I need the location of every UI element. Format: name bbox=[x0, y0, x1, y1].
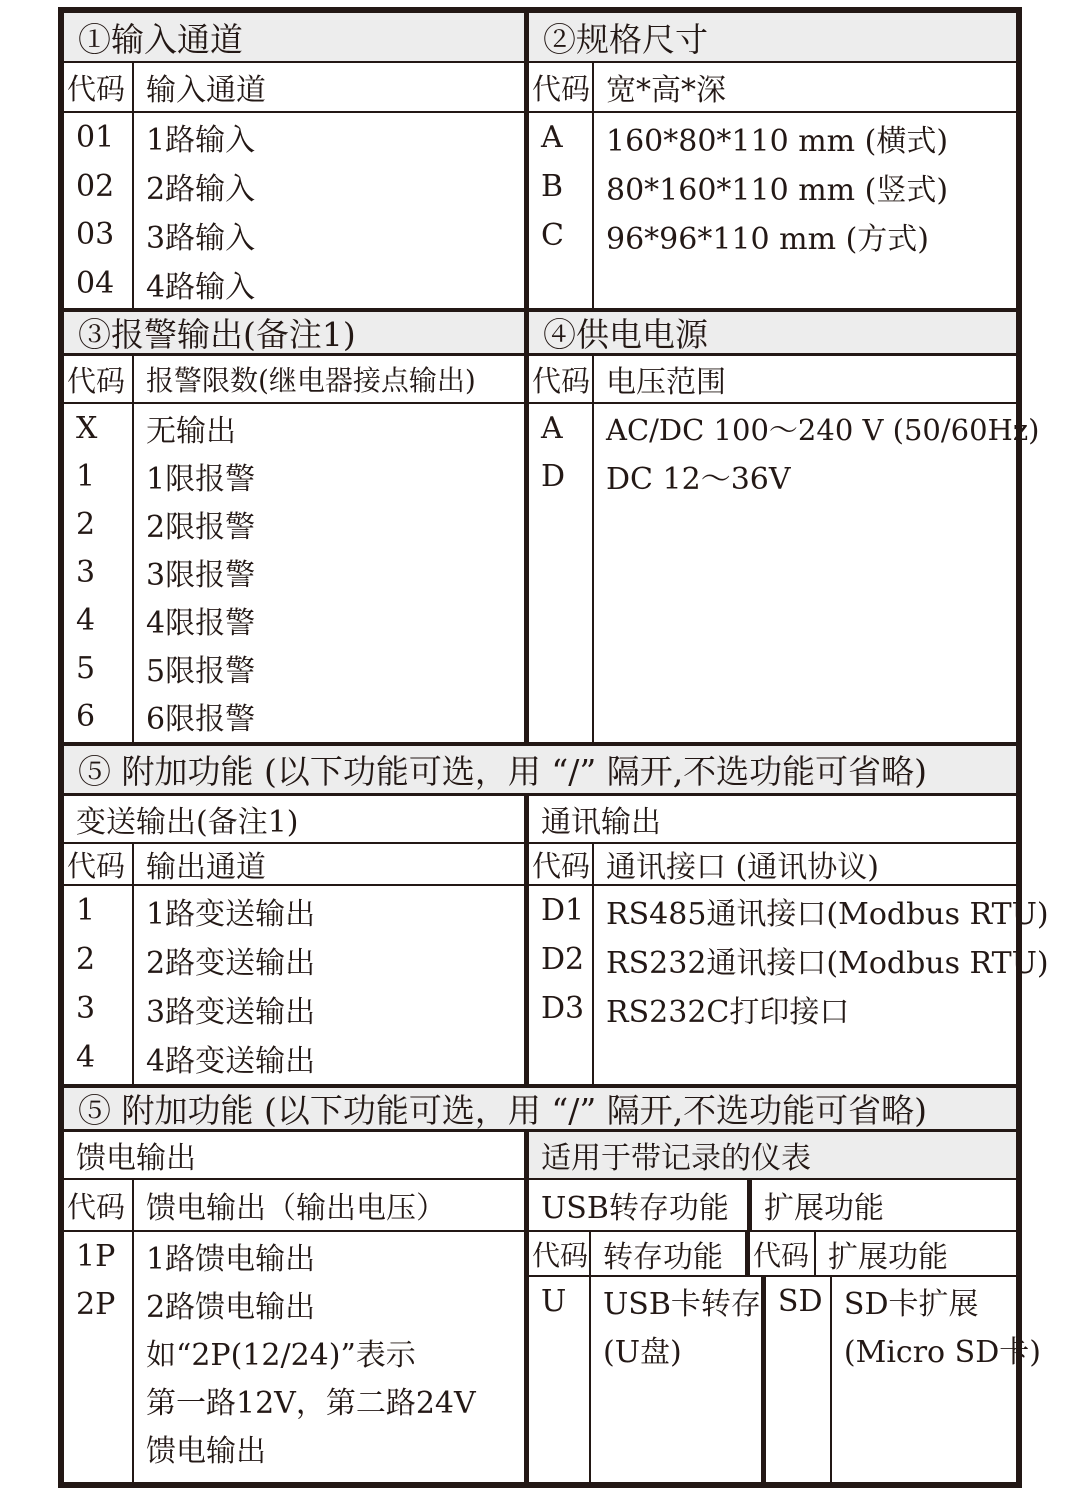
s4-row-code: A bbox=[541, 410, 563, 446]
s5b-left-header-row bbox=[64, 1180, 524, 1232]
ordering-spec-table bbox=[58, 7, 1049, 1488]
s5b-left-data bbox=[64, 1232, 524, 1482]
s5a-title: ⑤ 附加功能 (以下功能可选，用 “/” 隔开,不选功能可省略) bbox=[64, 746, 1016, 793]
s3-row-code: 5 bbox=[76, 650, 96, 686]
s2-row-code: A bbox=[541, 120, 563, 155]
s5b-left-note: 如“2P(12/24)”表示 bbox=[146, 1338, 416, 1373]
s4-code-column bbox=[529, 404, 594, 742]
s2-header bbox=[529, 63, 1016, 111]
s5a-left-data bbox=[64, 886, 529, 1084]
s3-row-code: 2 bbox=[76, 506, 96, 542]
s5b-left-code-column bbox=[64, 1232, 134, 1482]
s5a-left-row-code: 2 bbox=[76, 942, 96, 977]
s5a-right-header bbox=[529, 844, 1016, 884]
s1-row-desc: 2路输入 bbox=[146, 172, 256, 208]
s4-desc-column bbox=[594, 404, 1040, 742]
s5a-right-row-code: D2 bbox=[541, 942, 585, 977]
s3-desc-header: 报警限数(继电器接点输出) bbox=[146, 364, 476, 397]
sd-code-column bbox=[766, 1277, 832, 1482]
s4-code-header: 代码 bbox=[529, 356, 594, 402]
s5a-right-subtitle: 通讯输出 bbox=[541, 805, 661, 840]
s4-desc-header: 电压范围 bbox=[606, 365, 726, 400]
s4-band bbox=[529, 312, 1016, 353]
s5a-right-row-code: D3 bbox=[541, 991, 585, 1026]
s1-desc-header: 输入通道 bbox=[146, 73, 266, 108]
header-row-s3-s4 bbox=[64, 356, 1016, 404]
s3-row-desc: 6限报警 bbox=[146, 702, 256, 737]
s5b-right-table bbox=[529, 1180, 1041, 1482]
s4-row-desc: DC 12～36V bbox=[606, 462, 791, 497]
s2-code-column bbox=[529, 113, 594, 308]
s1-desc-column bbox=[134, 113, 524, 308]
s2-data bbox=[529, 113, 1016, 308]
s5b-left-row-desc: 1路馈电输出 bbox=[146, 1242, 316, 1277]
s2-row-code: B bbox=[541, 169, 564, 204]
usb-row-desc: (U盘) bbox=[603, 1335, 682, 1370]
sd-row-desc: (Micro SD卡) bbox=[843, 1335, 1041, 1370]
usb-code-header: 代码 bbox=[529, 1232, 591, 1275]
s3-row-desc: 3限报警 bbox=[146, 558, 256, 593]
s2-row-desc: 80*160*110 mm (竖式) bbox=[606, 172, 949, 208]
s3-data bbox=[64, 404, 529, 742]
usb-desc-header: 转存功能 bbox=[591, 1232, 750, 1275]
s1-row-desc: 4路输入 bbox=[146, 269, 256, 305]
s5a-left-code-header: 代码 bbox=[64, 844, 134, 884]
s5b-left-note: 馈电输出 bbox=[146, 1434, 266, 1469]
s5a-left-code-column bbox=[64, 886, 134, 1084]
s3-code-column bbox=[64, 404, 134, 742]
s5a-left-row-code: 1 bbox=[76, 893, 96, 928]
s5b-left-row-code: 2P bbox=[76, 1286, 116, 1322]
s5a-right-row-desc: RS232通讯接口(Modbus RTU) bbox=[606, 945, 1049, 981]
data-row-s1-s2 bbox=[64, 113, 1016, 312]
s5a-right-subtitle-cell bbox=[529, 796, 1016, 842]
s1-data bbox=[64, 113, 529, 308]
s5a-left-header bbox=[64, 844, 529, 884]
s3-desc-column bbox=[134, 404, 524, 742]
s2-title: ②规格尺寸 bbox=[529, 13, 1016, 61]
s1-row-desc: 3路输入 bbox=[146, 220, 256, 256]
sd-code-header: 代码 bbox=[750, 1232, 816, 1275]
s5a-right-data bbox=[529, 886, 1049, 1084]
subtitle-row-s5b bbox=[64, 1132, 1016, 1180]
s3-band bbox=[64, 312, 529, 353]
s1-title: ①输入通道 bbox=[64, 13, 524, 61]
s2-code-header: 代码 bbox=[529, 63, 594, 111]
s5a-right-desc-column bbox=[594, 886, 1049, 1084]
s3-code-header: 代码 bbox=[64, 356, 134, 402]
data-row-s3-s4 bbox=[64, 404, 1040, 746]
s5b-right-subtitle: 适用于带记录的仪表 bbox=[541, 1141, 811, 1176]
s5b-left-desc-column bbox=[134, 1232, 524, 1482]
s2-row-code: C bbox=[541, 218, 564, 253]
s5a-left-row-code: 4 bbox=[76, 1040, 96, 1075]
sd-row-code: SD bbox=[777, 1283, 823, 1319]
s5a-left-row-code: 3 bbox=[76, 991, 96, 1026]
s5a-left-row-desc: 2路变送输出 bbox=[146, 945, 316, 981]
s5b-right-subtitle-cell bbox=[529, 1132, 1016, 1178]
s1-header bbox=[64, 63, 529, 111]
s5b-left-subtitle-cell bbox=[64, 1132, 529, 1178]
s3-row-desc: 5限报警 bbox=[146, 654, 256, 689]
s3-row-code: X bbox=[76, 410, 98, 446]
s2-desc-header: 宽*高*深 bbox=[606, 73, 726, 108]
s1-band bbox=[64, 13, 529, 61]
s5b-right-subheader-row bbox=[529, 1232, 1016, 1277]
s3-row-desc: 2限报警 bbox=[146, 510, 256, 545]
s1-code-column bbox=[64, 113, 134, 308]
s5a-left-row-desc: 3路变送输出 bbox=[146, 994, 316, 1030]
s5a-left-row-desc: 1路变送输出 bbox=[146, 896, 316, 932]
s5a-left-desc-column bbox=[134, 886, 524, 1084]
s1-row-code: 04 bbox=[76, 266, 115, 302]
s2-band bbox=[529, 13, 1016, 61]
s5b-left-subtitle: 馈电输出 bbox=[76, 1141, 196, 1176]
s3-row-code: 4 bbox=[76, 602, 96, 638]
sd-desc-column bbox=[832, 1277, 1041, 1482]
s5a-right-row-desc: RS232C打印接口 bbox=[606, 994, 850, 1030]
s1-code-header: 代码 bbox=[64, 63, 134, 111]
usb-row-desc: USB卡转存 bbox=[603, 1287, 761, 1322]
s5b-left-note: 第一路12V，第二路24V bbox=[146, 1386, 476, 1421]
s4-data bbox=[529, 404, 1040, 742]
band-row-s1-s2 bbox=[64, 13, 1016, 63]
subtitle-row-s5a bbox=[64, 796, 1016, 844]
s3-row-code: 6 bbox=[76, 698, 96, 734]
header-row-s1-s2 bbox=[64, 63, 1016, 113]
s3-row-desc: 无输出 bbox=[146, 414, 236, 449]
s5b-title: ⑤ 附加功能 (以下功能可选，用 “/” 隔开,不选功能可省略) bbox=[64, 1088, 1016, 1129]
s4-row-code: D bbox=[541, 458, 566, 494]
s4-row-desc: AC/DC 100～240 V (50/60Hz) bbox=[606, 412, 1040, 447]
s3-row-desc: 4限报警 bbox=[146, 606, 256, 641]
band-row-s5a bbox=[64, 746, 1016, 796]
s5a-right-row-code: D1 bbox=[541, 893, 585, 928]
s5a-left-row-desc: 4路变送输出 bbox=[146, 1043, 316, 1079]
s1-row-code: 02 bbox=[76, 168, 115, 204]
s1-row-desc: 1路输入 bbox=[146, 123, 256, 159]
s5a-right-code-column bbox=[529, 886, 594, 1084]
data-row-s5a bbox=[64, 886, 1049, 1088]
s5a-left-subtitle-cell bbox=[64, 796, 529, 842]
s5b-left-table bbox=[64, 1180, 529, 1482]
s5a-right-code-header: 代码 bbox=[529, 844, 594, 884]
s5b-left-row-desc: 2路馈电输出 bbox=[146, 1290, 316, 1325]
s5b-left-row-code: 1P bbox=[76, 1238, 116, 1274]
s2-row-desc: 96*96*110 mm (方式) bbox=[606, 221, 929, 257]
s5a-right-desc-header: 通讯接口 (通讯协议) bbox=[606, 850, 879, 885]
s1-row-code: 03 bbox=[76, 217, 115, 253]
band-row-s3-s4 bbox=[64, 312, 1016, 356]
usb-row-code: U bbox=[541, 1283, 567, 1319]
s3-row-code: 3 bbox=[76, 554, 96, 590]
s2-desc-column bbox=[594, 113, 1016, 308]
header-row-s5a bbox=[64, 844, 1016, 886]
s3-row-desc: 1限报警 bbox=[146, 462, 256, 497]
s3-title: ③报警输出(备注1) bbox=[64, 312, 524, 353]
s3-header bbox=[64, 356, 529, 402]
sd-desc-header: 扩展功能 bbox=[828, 1239, 948, 1275]
band-row-s5b bbox=[64, 1088, 1016, 1132]
s5a-left-subtitle: 变送输出(备注1) bbox=[76, 805, 299, 840]
s1-row-code: 01 bbox=[76, 119, 115, 155]
usb-code-column bbox=[529, 1277, 591, 1482]
s5b-left-desc-header: 馈电输出（输出电压） bbox=[146, 1191, 446, 1226]
s3-row-code: 1 bbox=[76, 458, 96, 494]
usb-desc-column bbox=[591, 1277, 766, 1482]
s5b-right-data bbox=[529, 1277, 1041, 1482]
s4-header bbox=[529, 356, 1016, 402]
s4-title: ④供电电源 bbox=[529, 312, 1016, 353]
usb-group-header: USB转存功能 bbox=[529, 1180, 752, 1230]
s5b-body bbox=[64, 1180, 1041, 1482]
sd-row-desc: SD卡扩展 bbox=[843, 1287, 979, 1322]
s5a-left-desc-header: 输出通道 bbox=[146, 850, 266, 885]
s5b-right-group-header-row bbox=[529, 1180, 1016, 1232]
s2-row-desc: 160*80*110 mm (横式) bbox=[606, 123, 949, 159]
s5b-left-code-header: 代码 bbox=[64, 1180, 134, 1230]
s5a-right-row-desc: RS485通讯接口(Modbus RTU) bbox=[606, 896, 1049, 932]
sd-group-header: 扩展功能 bbox=[764, 1191, 884, 1226]
